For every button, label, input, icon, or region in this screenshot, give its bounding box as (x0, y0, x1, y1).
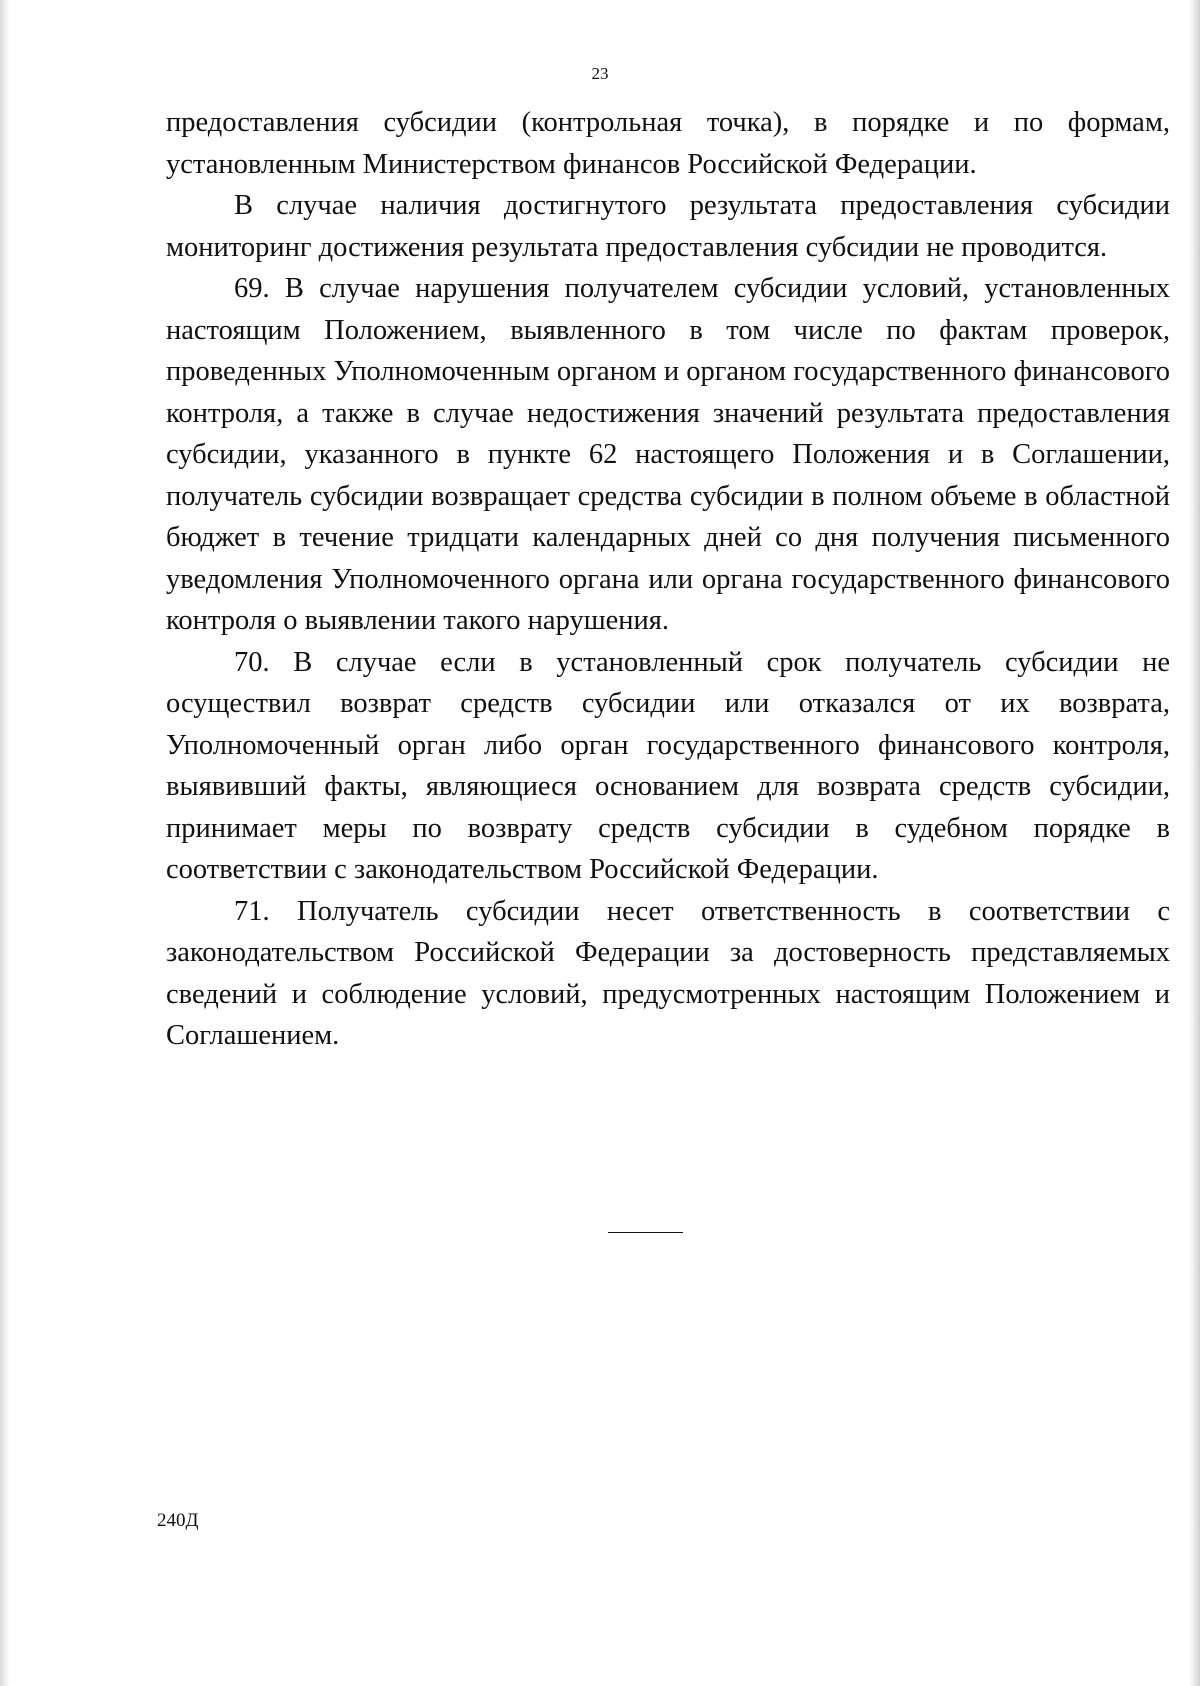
paragraph-continuation: предоставления субсидии (контрольная точка), в порядке и по формам, установленным Министерством финансов Российской Федерации. (166, 107, 1170, 180)
document-body (166, 102, 1170, 1057)
paragraph-70: 70. В случае если в установленный срок получатель субсидии не осуществил возврат средств субсидии или отказался от их возврата, Уполномоченный орган либо орган государственного финансового контроля, выявивший факты, являющиеся основанием для возврата средств субсидии, принимает меры по возврату средств субсидии в судебном порядке в соответствии с законодательством Российской Федерации. (166, 646, 1170, 885)
paragraph-monitoring: В случае наличия достигнутого результата предоставления субсидии мониторинг достижения результата предоставления субсидии не проводится. (166, 190, 1170, 263)
scan-edge-right (1188, 0, 1200, 1686)
end-of-text-rule (608, 1232, 683, 1233)
paragraph-69: 69. В случае нарушения получателем субсидии условий, установленных настоящим Положением, выявленного в том числе по фактам проверок, проведенных Уполномоченным органом и органом государственного финансового контроля, а также в случае недостижения значений результата предоставления субсидии, указанного в пункте 62 настоящего Положения и в Соглашении, получатель субсидии возвращает средства субсидии в полном объеме в областной бюджет в течение тридцати календарных дней со дня получения письменного уведомления Уполномоченного органа или органа государственного финансового контроля о выявлении такого нарушения. (166, 273, 1170, 636)
paragraph-71: 71. Получатель субсидии несет ответственность в соответствии с законодательством Российской Федерации за достоверность представляемых сведений и соблюдение условий, предусмотренных настоящим Положением и Соглашением. (166, 895, 1170, 1051)
document-code: 240Д (157, 1510, 199, 1531)
page-number: 23 (591, 64, 609, 83)
scan-edge-left (0, 0, 10, 1686)
